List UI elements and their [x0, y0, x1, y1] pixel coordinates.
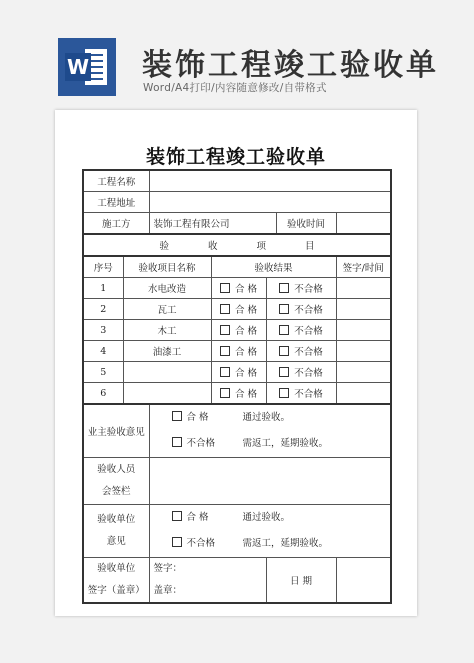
unit-sign-label: 验收单位 签字（盖章）: [83, 558, 149, 604]
checkbox-icon: [220, 388, 230, 398]
checkbox-icon: [279, 325, 289, 335]
fail-option[interactable]: 不合格: [266, 320, 336, 341]
checkbox-icon: [279, 367, 289, 377]
checkbox-icon: [279, 346, 289, 356]
acceptance-form: [82, 169, 392, 604]
checkbox-icon: [220, 325, 230, 335]
section-title: 验 收 项 目: [83, 234, 391, 256]
pass-option[interactable]: 合 格: [211, 320, 266, 341]
pass-option[interactable]: 合 格: [211, 341, 266, 362]
unit-sign-field[interactable]: 签字： 盖章：: [149, 558, 266, 604]
banner-subtitle: Word/A4打印/内容随意修改/自带格式: [143, 82, 327, 94]
project-name-label: 工程名称: [83, 170, 149, 192]
document-page: [55, 110, 417, 616]
table-row: [83, 320, 391, 341]
row-no: 6: [83, 383, 123, 405]
row-no: 4: [83, 341, 123, 362]
project-address-field[interactable]: [149, 192, 391, 213]
inspector-sign-field[interactable]: [149, 458, 391, 505]
checkbox-icon: [279, 283, 289, 293]
row-item-name: 油漆工: [123, 341, 211, 362]
checkbox-icon: [279, 388, 289, 398]
acceptance-time-label: 验收时间: [276, 213, 336, 235]
unit-fail-option[interactable]: 不合格 需返工，延期验收。: [150, 531, 391, 557]
pass-option[interactable]: 合 格: [211, 362, 266, 383]
row-sign-field[interactable]: [336, 278, 391, 299]
banner: [0, 0, 474, 100]
svg-text:W: W: [66, 55, 90, 79]
row-no: 5: [83, 362, 123, 383]
row-item-name: [123, 362, 211, 383]
fail-option[interactable]: 不合格: [266, 299, 336, 320]
checkbox-icon: [172, 537, 182, 547]
owner-fail-option[interactable]: 不合格 需返工，延期验收。: [150, 431, 391, 457]
contractor-label: 施工方: [83, 213, 149, 235]
checkbox-icon: [220, 367, 230, 377]
owner-opinion-label: 业主验收意见: [83, 404, 149, 458]
table-row: [83, 383, 391, 405]
header-item-name: 验收项目名称: [123, 256, 211, 278]
owner-pass-option[interactable]: 合 格 通过验收。: [150, 405, 391, 431]
table-row: [83, 278, 391, 299]
table-row: [83, 299, 391, 320]
header-no: 序号: [83, 256, 123, 278]
pass-option[interactable]: 合 格: [211, 299, 266, 320]
row-item-name: 瓦工: [123, 299, 211, 320]
word-icon: [58, 38, 116, 96]
row-sign-field[interactable]: [336, 299, 391, 320]
fail-option[interactable]: 不合格: [266, 341, 336, 362]
row-sign-field[interactable]: [336, 320, 391, 341]
checkbox-icon: [172, 511, 182, 521]
date-field[interactable]: [336, 558, 391, 604]
fail-option[interactable]: 不合格: [266, 278, 336, 299]
row-sign-field[interactable]: [336, 362, 391, 383]
table-row: [83, 362, 391, 383]
acceptance-time-field[interactable]: [336, 213, 391, 235]
document-title: 装饰工程竣工验收单: [145, 146, 326, 168]
row-item-name: 木工: [123, 320, 211, 341]
checkbox-icon: [220, 283, 230, 293]
date-label: 日 期: [266, 558, 336, 604]
table-row: [83, 341, 391, 362]
pass-option[interactable]: 合 格: [211, 383, 266, 405]
pass-option[interactable]: 合 格: [211, 278, 266, 299]
header-sign-time: 签字/时间: [336, 256, 391, 278]
header-result: 验收结果: [211, 256, 336, 278]
checkbox-icon: [172, 411, 182, 421]
row-sign-field[interactable]: [336, 341, 391, 362]
unit-pass-option[interactable]: 合 格 通过验收。: [150, 505, 391, 531]
row-item-name: 水电改造: [123, 278, 211, 299]
checkbox-icon: [220, 346, 230, 356]
unit-opinion-options: [149, 505, 391, 558]
row-no: 3: [83, 320, 123, 341]
owner-opinion-options: [149, 404, 391, 458]
fail-option[interactable]: 不合格: [266, 362, 336, 383]
row-no: 2: [83, 299, 123, 320]
fail-option[interactable]: 不合格: [266, 383, 336, 405]
inspector-label: 验收人员 会签栏: [83, 458, 149, 505]
row-item-name: [123, 383, 211, 405]
checkbox-icon: [172, 437, 182, 447]
checkbox-icon: [279, 304, 289, 314]
row-no: 1: [83, 278, 123, 299]
project-name-field[interactable]: [149, 170, 391, 192]
checkbox-icon: [220, 304, 230, 314]
project-address-label: 工程地址: [83, 192, 149, 213]
banner-title: 装饰工程竣工验收单: [142, 48, 439, 83]
unit-opinion-label: 验收单位 意见: [83, 505, 149, 558]
row-sign-field[interactable]: [336, 383, 391, 405]
contractor-value: 装饰工程有限公司: [149, 213, 276, 235]
